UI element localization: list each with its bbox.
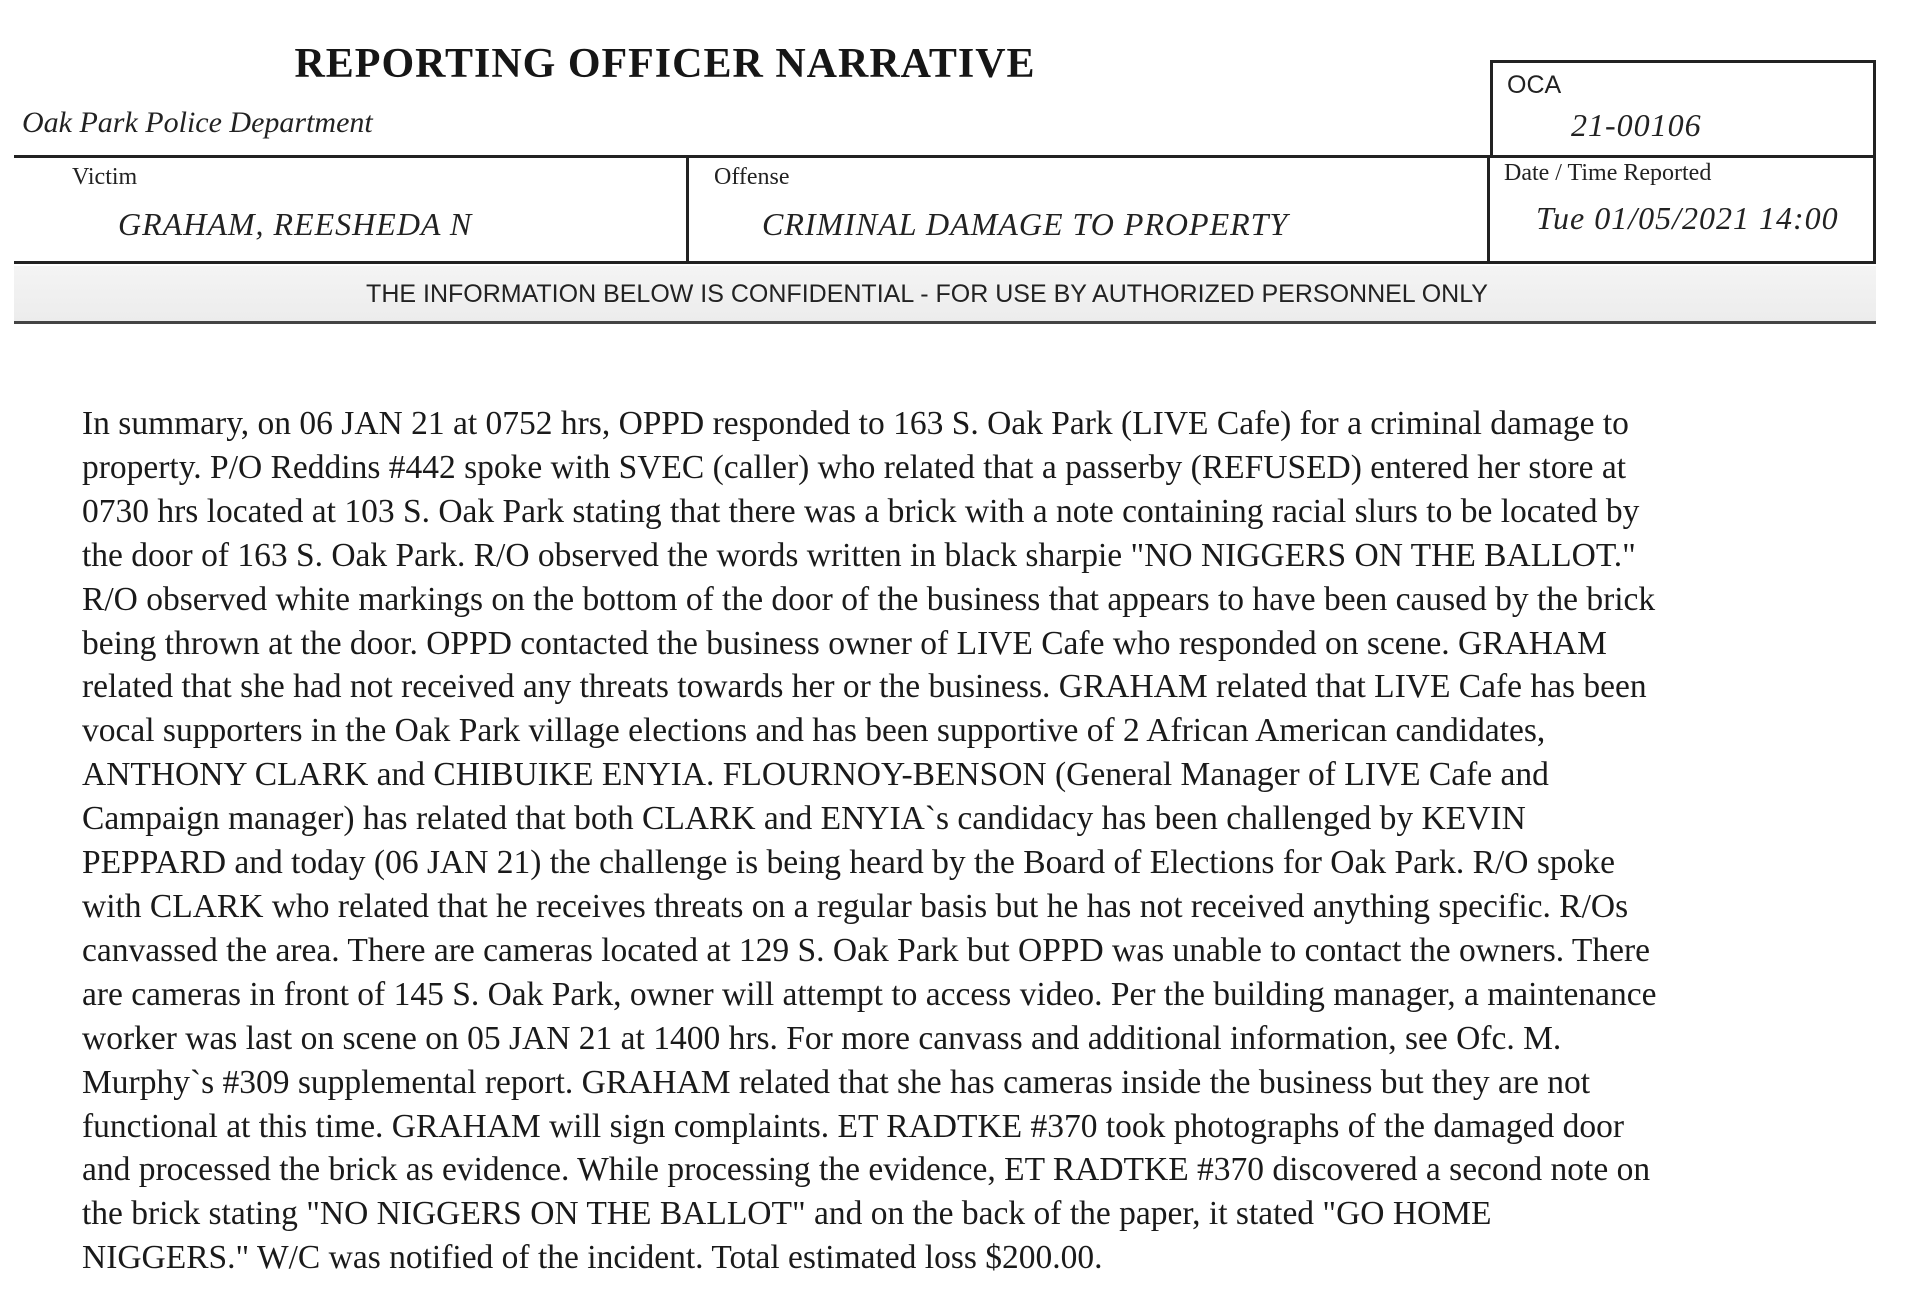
date-label: Date / Time Reported xyxy=(1504,160,1712,186)
narrative-line: Murphy`s #309 supplemental report. GRAHAM related that she has cameras inside the business but they are not xyxy=(82,1063,1591,1101)
narrative-line: with CLARK who related that he receives threats on a regular basis but he has not received anything specific. R/Os xyxy=(82,887,1629,925)
narrative-line: and processed the brick as evidence. While processing the evidence, ET RADTKE #370 discovered a second note on xyxy=(82,1151,1651,1189)
offense-value: CRIMINAL DAMAGE TO PROPERTY xyxy=(762,206,1289,242)
narrative-line: vocal supporters in the Oak Park village elections and has been supportive of 2 African American candidates, xyxy=(82,712,1546,750)
narrative-body xyxy=(82,402,1882,1280)
fields-rule xyxy=(14,261,1876,264)
narrative-line: functional at this time. GRAHAM will sign complaints. ET RADTKE #370 took photographs of the damaged door xyxy=(82,1107,1625,1145)
narrative-line: the door of 163 S. Oak Park. R/O observed the words written in black sharpie "NO NIGGERS ON THE BALLOT." xyxy=(82,536,1636,574)
narrative-line: 0730 hrs located at 103 S. Oak Park stating that there was a brick with a note containing racial slurs to be located by xyxy=(82,492,1640,530)
narrative-line: the brick stating "NO NIGGERS ON THE BALLOT" and on the back of the paper, it stated "GO HOME xyxy=(82,1195,1492,1233)
narrative-line: Campaign manager) has related that both CLARK and ENYIA`s candidacy has been challenged by KEVIN xyxy=(82,800,1526,838)
report-title-text: REPORTING OFFICER NARRATIVE xyxy=(294,41,1036,87)
oca-value: 21-00106 xyxy=(1571,107,1702,143)
narrative-line: worker was last on scene on 05 JAN 21 at 1400 hrs. For more canvass and additional information, see Ofc. M. xyxy=(82,1019,1562,1057)
field-divider xyxy=(686,155,689,264)
confidential-notice xyxy=(0,280,1914,309)
oca-label: OCA xyxy=(1507,71,1562,99)
confidential-rule xyxy=(14,321,1876,324)
narrative-line: ANTHONY CLARK and CHIBUIKE ENYIA. FLOURNOY-BENSON (General Manager of LIVE Cafe and xyxy=(82,756,1549,794)
narrative-line: PEPPARD and today (06 JAN 21) the challenge is being heard by the Board of Elections for Oak Park. R/O spoke xyxy=(82,844,1615,882)
victim-value: GRAHAM, REESHEDA N xyxy=(118,206,473,242)
narrative-line: canvassed the area. There are cameras located at 129 S. Oak Park but OPPD was unable to contact the owners. There xyxy=(82,931,1651,969)
oca-box xyxy=(1490,60,1876,156)
offense-label: Offense xyxy=(714,164,790,190)
narrative-line: R/O observed white markings on the bottom of the door of the business that appears to have been caused by the brick xyxy=(82,580,1656,618)
narrative-line: related that she had not received any threats towards her or the business. GRAHAM related that LIVE Cafe has been xyxy=(82,668,1647,706)
narrative-line: In summary, on 06 JAN 21 at 0752 hrs, OPPD responded to 163 S. Oak Park (LIVE Cafe) for a criminal damage to xyxy=(82,405,1629,442)
narrative-line: NIGGERS." W/C was notified of the incident. Total estimated loss $200.00. xyxy=(82,1239,1103,1277)
narrative-line: being thrown at the door. OPPD contacted the business owner of LIVE Cafe who responded on scene. GRAHAM xyxy=(82,624,1607,662)
department-name: Oak Park Police Department xyxy=(22,106,373,139)
narrative-line: property. P/O Reddins #442 spoke with SVEC (caller) who related that a passerby (REFUSED) entered her store at xyxy=(82,448,1627,486)
date-value: Tue 01/05/2021 14:00 xyxy=(1536,200,1839,236)
confidential-notice-text: THE INFORMATION BELOW IS CONFIDENTIAL - FOR USE BY AUTHORIZED PERSONNEL ONLY xyxy=(366,280,1488,308)
victim-label: Victim xyxy=(72,164,138,190)
narrative-line: are cameras in front of 145 S. Oak Park, owner will attempt to access video. Per the building manager, a maintenance xyxy=(82,975,1657,1013)
